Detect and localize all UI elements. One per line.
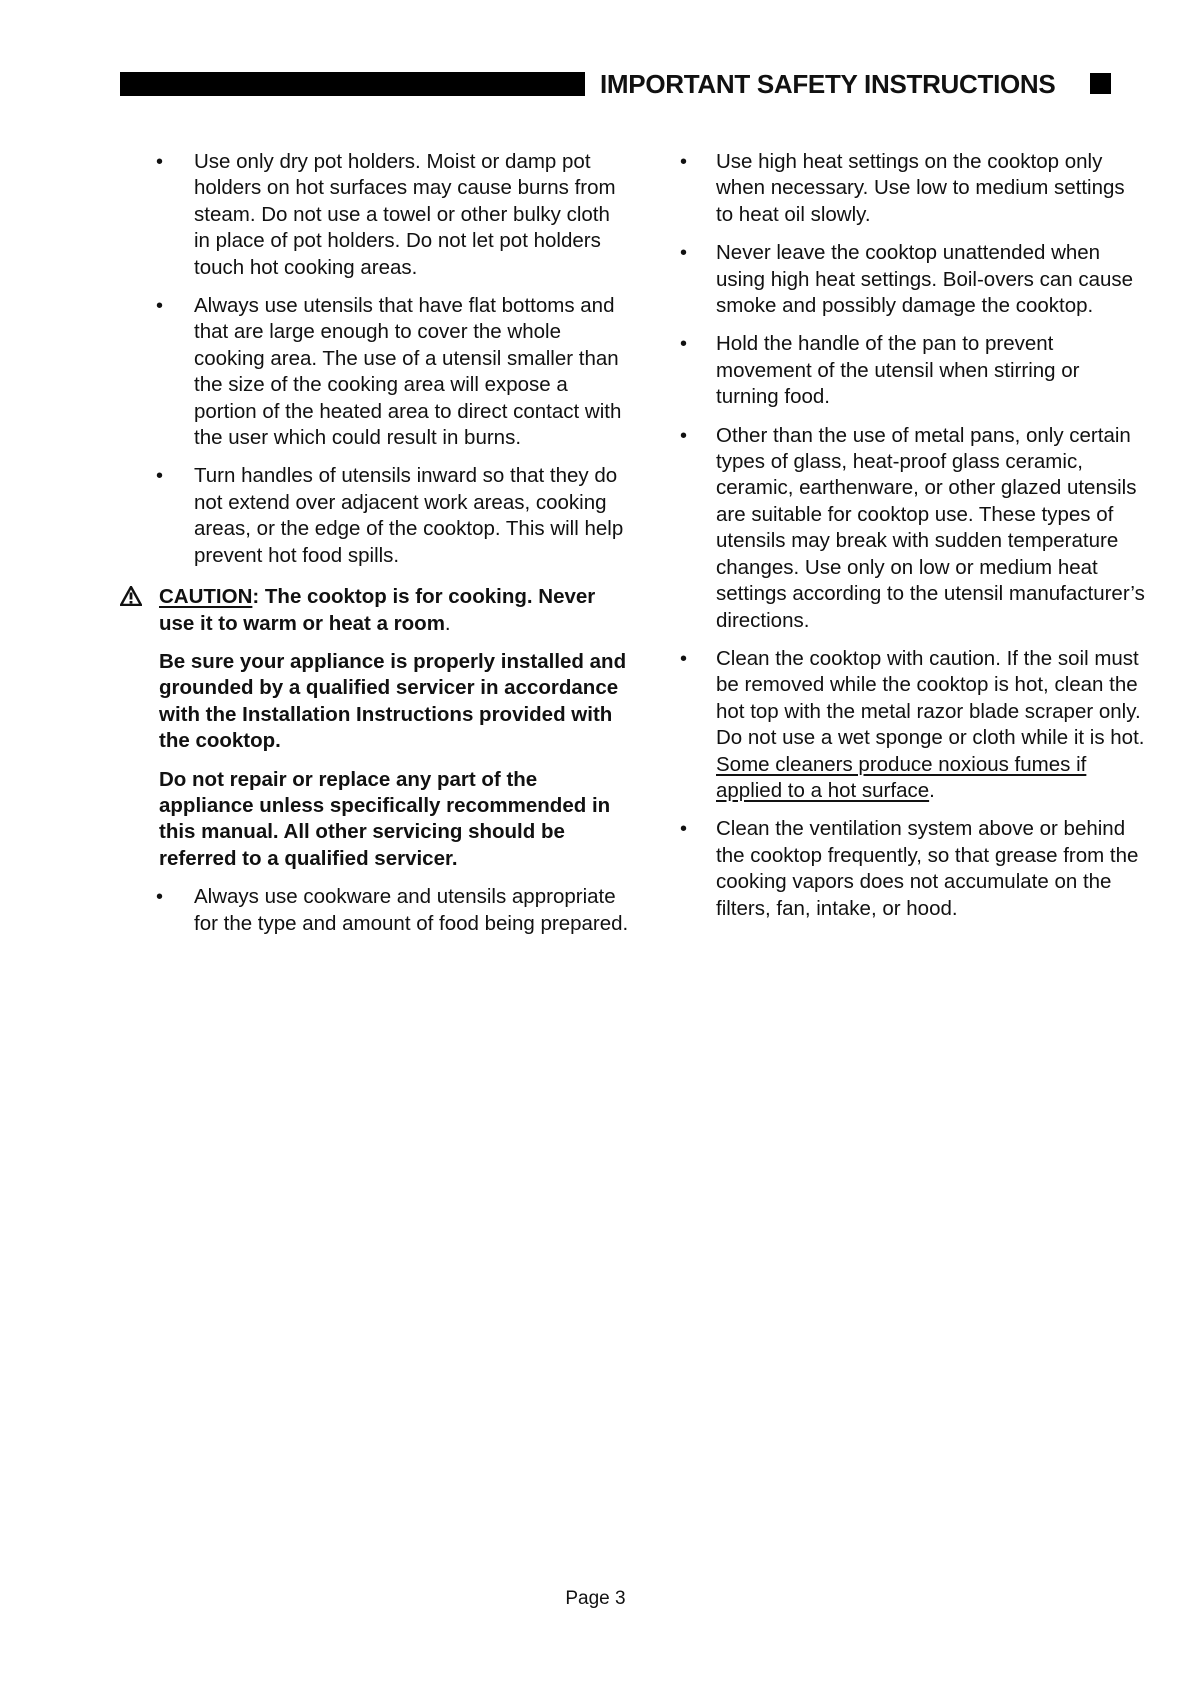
list-item: • Other than the use of metal pans, only certain types of glass, heat-proof glass ceramic, ceramic, earthenware, or other glazed utensils are suitable for cooktop use. These types of utensils may break with sudden temperature changes. Use only on low or medium heat settings according to the utensil manufacturer’s directions. (680, 423, 1145, 632)
bullet-icon: • (680, 333, 688, 356)
bullet-icon: • (680, 647, 688, 670)
left-column (120, 149, 630, 949)
fumes-warning: Some cleaners produce noxious fumes if applied to a hot surface (716, 752, 1087, 802)
bullet-icon: • (680, 818, 688, 841)
bullet-icon: • (156, 295, 164, 318)
bullet-icon: • (156, 465, 164, 488)
bullet-icon: • (156, 886, 164, 909)
installation-note: Be sure your appliance is properly installed and grounded by a qualified servicer in accordance with the Installation Instructions provided with the cooktop. (159, 649, 627, 753)
servicing-note: Do not repair or replace any part of the appliance unless specifically recommended in this manual. All other servicing should be referred to a qualified servicer. (159, 767, 611, 870)
caution-label: CAUTION (159, 585, 253, 609)
bullet-icon: • (680, 424, 688, 447)
list-item: • Clean the ventilation system above or behind the cooktop frequently, so that grease from the cooking vapors does not accumulate on the filters, fan, intake, or hood. (680, 817, 1139, 920)
header-rule (120, 72, 585, 96)
caution-statement: CAUTION: The cooktop is for cooking. Never use it to warm or heat a room. (159, 585, 596, 635)
list-item: • Hold the handle of the pan to prevent movement of the utensil when stirring or turning food. (680, 332, 1080, 409)
right-bullet-list (675, 149, 1145, 922)
header-square-marker (1090, 73, 1111, 94)
list-item: • Never leave the cooktop unattended when using high heat settings. Boil-overs can cause smoke and possibly damage the cooktop. (680, 241, 1134, 318)
page-title: IMPORTANT SAFETY INSTRUCTIONS (600, 69, 1056, 99)
list-item: • Turn handles of utensils inward so that they do not extend over adjacent work areas, cooking areas, or the edge of the cooktop. This will help prevent hot food spills. (156, 464, 624, 567)
list-item: • Always use utensils that have flat bottoms and that are large enough to cover the whole cooking area. The use of a utensil smaller than the size of the cooking area will expose a portion of the heated area to direct contact with the user which could result in burns. (156, 294, 622, 450)
left-bullet-list-top (120, 149, 630, 569)
warning-triangle-icon (120, 586, 142, 606)
list-item: • Use high heat settings on the cooktop only when necessary. Use low to medium settings to heat oil slowly. (680, 150, 1125, 226)
list-item: • Use only dry pot holders. Moist or damp pot holders on hot surfaces may cause burns from steam. Do not use a towel or other bulky cloth in place of pot holders. Do not let pot holders touch hot cooking areas. (156, 150, 616, 279)
bullet-icon: • (680, 242, 688, 265)
bullet-icon: • (680, 151, 688, 173)
left-bullet-list-bottom (120, 884, 630, 937)
caution-block (120, 584, 630, 872)
list-item: • Always use cookware and utensils appropriate for the type and amount of food being prepared. (156, 885, 629, 935)
right-column (675, 149, 1145, 934)
list-item: • Clean the cooktop with caution. If the soil must be removed while the cooktop is hot, clean the hot top with the metal razor blade scraper only. Do not use a wet sponge or cloth while it is hot. Some cleaners produce noxious fumes if applied to a hot surface. (680, 646, 1145, 802)
page-number: Page 3 (565, 1588, 626, 1609)
bullet-icon: • (156, 151, 164, 173)
